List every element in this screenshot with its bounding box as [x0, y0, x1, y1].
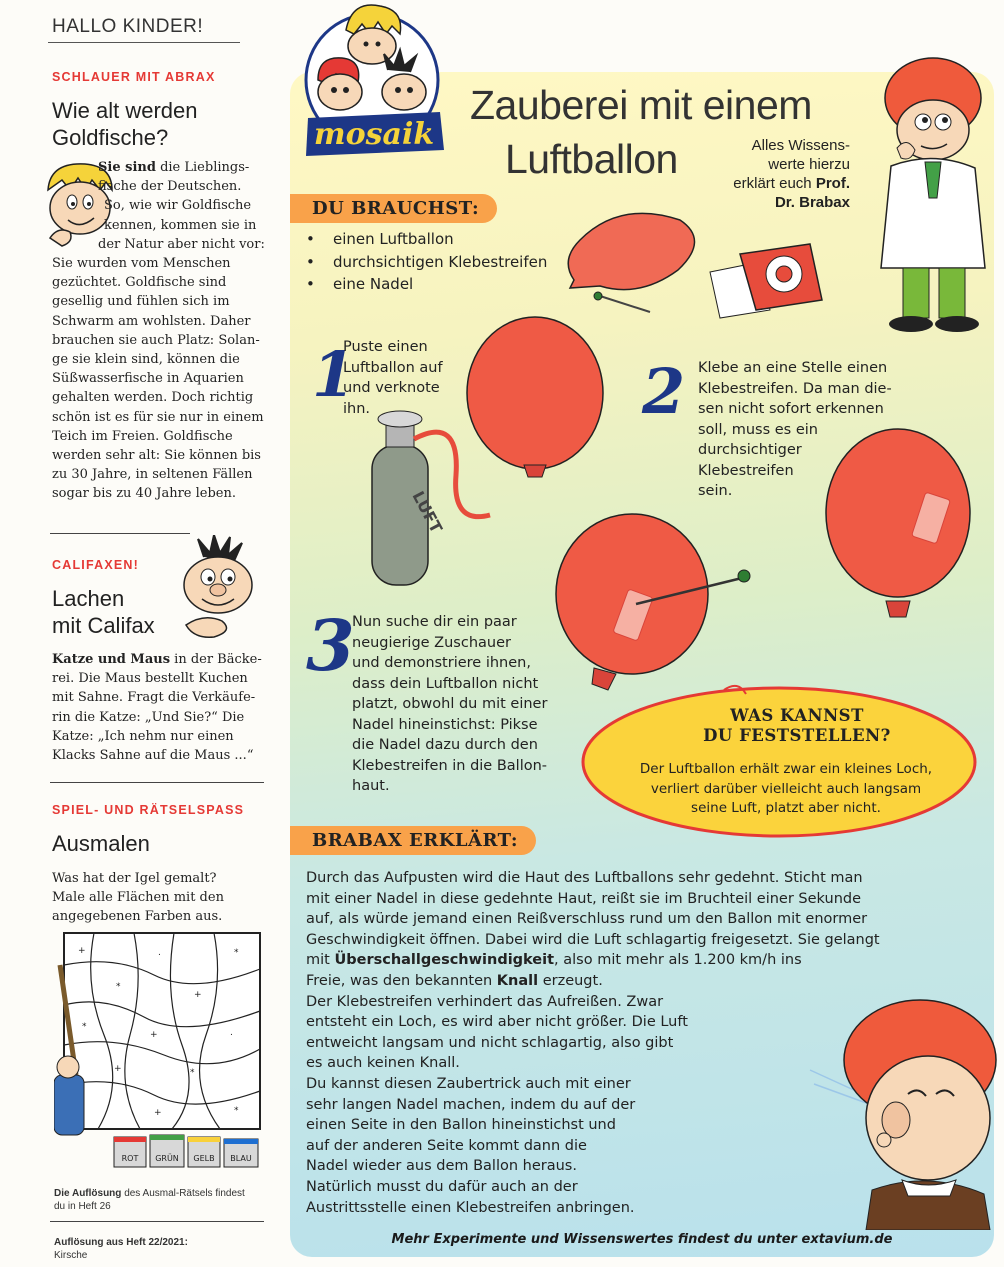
prof-brabax-illustration	[845, 38, 1004, 338]
needs-item: • eine Nadel	[306, 273, 547, 296]
text-line: in der Bäcke-	[174, 652, 262, 667]
caption-text: du in Heft 26	[54, 1200, 111, 1212]
text-line: der Natur aber nicht vor:	[98, 236, 265, 252]
step-line: Klebestreifen in die Ballon-	[352, 757, 548, 774]
caption-bold: Die Auflösung	[54, 1188, 122, 1199]
text-line: Schwarm am wohlsten. Daher	[52, 313, 251, 329]
califax-joke	[52, 650, 274, 765]
needs-item: • durchsichtigen Klebestreifen	[306, 251, 547, 274]
text-line: ge sie klein sind, können die	[52, 352, 240, 368]
step-line: und verknote	[343, 380, 440, 396]
step-line: ihn.	[343, 400, 371, 417]
page-title-line2: Luftballon	[505, 136, 678, 182]
califax-kicker: CALIFAXEN!	[52, 558, 139, 572]
step-2-number: 2	[642, 355, 686, 428]
question-title-line: DU FESTSTELLEN?	[703, 726, 891, 745]
intro-line: werte hierzu	[768, 156, 850, 173]
text-line: Süßwasserfische in Aquarien	[52, 371, 244, 387]
step-line: platzt, obwohl du mit einer	[352, 696, 548, 712]
goldfish-intro-block	[98, 158, 274, 254]
intro-line: Alles Wissens-	[751, 137, 850, 154]
paint-label-green: GRÜN	[155, 1154, 179, 1163]
svg-text:+: +	[114, 1064, 122, 1074]
page-title: Zauberei mit einem	[470, 82, 812, 128]
step-3-number: 3	[306, 604, 355, 687]
step-line: Klebestreifen	[698, 462, 794, 479]
step-line: soll, muss es ein	[698, 421, 818, 438]
step-line: sein.	[698, 483, 733, 499]
text-line: So, wie wir Goldfische	[104, 198, 252, 214]
answer-line: verliert darüber vielleicht auch langsam	[650, 780, 922, 797]
section-header: HALLO KINDER!	[52, 16, 204, 37]
text-line: die Lieblings-	[160, 160, 250, 175]
text-line: Was hat der Igel gemalt?	[52, 871, 217, 886]
blowing-character-illustration	[800, 990, 1000, 1230]
question-title	[700, 706, 894, 746]
bold-term: Überschallgeschwindigkeit	[334, 952, 555, 969]
text-line: werden sehr alt: Sie können bis	[52, 448, 261, 464]
step-line: Klebestreifen. Da man die-	[698, 380, 892, 397]
text-line: angegebenen Farben aus.	[52, 909, 223, 925]
text-line: Male alle Flächen mit den	[52, 890, 224, 906]
step-line: haut.	[352, 778, 390, 794]
needs-label: DU BRAUCHST:	[290, 194, 497, 223]
mosaik-logo	[300, 0, 450, 170]
goldfish-headline	[52, 97, 198, 151]
section-divider	[50, 533, 190, 534]
text-line: rei. Die Maus bestellt Kuchen	[52, 671, 248, 687]
headline-line: Goldfische?	[52, 125, 169, 150]
puzzle-kicker: SPIEL- UND RÄTSELSPASS	[52, 803, 245, 817]
lead-text: Katze und Maus	[52, 652, 171, 667]
footer-link-text: Mehr Experimente und Wissenswertes findest du unter extavium.de	[391, 1232, 893, 1247]
headline-line: Wie alt werden	[52, 98, 198, 123]
solution-label: Auflösung aus Heft 22/2021:	[54, 1237, 188, 1248]
step-1-number: 1	[312, 338, 356, 411]
headline-line: Lachen	[52, 586, 125, 611]
step-line: neugierige Zuschauer	[352, 634, 511, 651]
header-rule	[48, 42, 240, 43]
goldfish-body	[52, 254, 274, 504]
bold-term: Knall	[496, 972, 539, 989]
text-line: Teich im Freien. Goldfische	[52, 428, 233, 444]
text-line: gesellig und fühlen sich im	[52, 294, 230, 310]
step-line: Nun suche dir ein paar	[352, 614, 517, 630]
needs-list	[306, 228, 547, 296]
svg-text:*: *	[116, 982, 121, 992]
explanation-paragraph-3: Du kannst diesen Zaubertrick auch mit einer sehr langen Nadel machen, indem du auf der einen Seite in den Ballon hineinstichst und auf der anderen Seite kommt dann die Nadel wieder aus dem Ballon heraus. Natürlich musst du dafür auch an der Austrittsstelle einen Klebestreifen anbringen.	[306, 1075, 636, 1216]
explanation-paragraph-2: Der Klebestreifen verhindert das Aufreißen. Zwar entsteht ein Loch, es wird aber nicht größer. Die Luft entweicht langsam und nicht schlagartig, also gibt es auch keinen Knall.	[306, 993, 688, 1072]
section-divider	[50, 782, 264, 783]
needs-item: • einen Luftballon	[306, 228, 547, 251]
svg-text:.: .	[230, 1028, 233, 1038]
svg-text:*: *	[82, 1022, 87, 1032]
text-line: schön ist es für sie nur in einem	[52, 409, 264, 425]
intro-line: erklärt euch	[733, 175, 812, 192]
lead-text: Sie sind	[98, 160, 156, 175]
svg-text:+: +	[150, 1030, 158, 1040]
text-line: Klacks Sahne auf die Maus ...“	[52, 748, 254, 764]
headline-line: mit Califax	[52, 613, 155, 638]
califax-face-illustration	[164, 535, 264, 645]
text-span: Durch das Aufpusten wird die Haut des Luftballons sehr gedehnt. Sticht man mit einer Nadel in diese gedehnte Haut, reißt sie im Bruchteil einer Sekunde auf, als würde jemand einen Reißverschluss rund um den Ballon mit enormer Geschwindigkeit öffnen. Dabei wird die Luft schlagartig freigesetzt. Sie gelangt mit	[306, 870, 880, 969]
paint-label-yellow: GELB	[193, 1154, 215, 1163]
step-line: durchsichtiger	[698, 442, 802, 458]
text-line: fische der Deutschen.	[98, 179, 242, 195]
intro-bold: Dr. Brabax	[774, 194, 850, 211]
step-line: dass dein Luftballon nicht	[352, 675, 539, 692]
step-3-text	[352, 612, 582, 797]
supplies-illustration	[560, 200, 840, 330]
svg-text:+: +	[154, 1108, 162, 1118]
step-line: Klebe an eine Stelle einen	[698, 360, 888, 376]
puzzle-instructions	[52, 869, 274, 927]
text-line: Katze: „Ich nehm nur einen	[52, 728, 234, 744]
tank-label: LUFT	[408, 487, 447, 537]
svg-text:+: +	[78, 946, 86, 956]
question-answer	[606, 760, 966, 819]
svg-text:*: *	[234, 948, 239, 958]
solution-text: Kirsche	[54, 1249, 88, 1261]
paint-label-blue: BLAU	[230, 1154, 252, 1163]
step-line: Puste einen	[343, 339, 428, 355]
text-span: , also mit mehr als 1.200 km/h ins Freie, was den bekannten	[306, 952, 802, 989]
caption-text: des Ausmal-Rätsels findest	[124, 1188, 245, 1199]
califax-headline	[52, 585, 155, 639]
text-line: kennen, kommen sie in	[104, 217, 257, 233]
text-line: sogar bis zu 40 Jahre leben.	[52, 486, 236, 502]
explain-label: BRABAX ERKLÄRT:	[290, 826, 536, 855]
logo-text: mosaik	[313, 117, 435, 152]
paint-label-red: ROT	[121, 1154, 139, 1163]
coloring-puzzle-illustration	[54, 925, 268, 1180]
text-line: brauchen sie auch Platz: Solan-	[52, 332, 260, 348]
left-column	[40, 0, 272, 1267]
step-line: sen nicht sofort erkennen	[698, 401, 884, 417]
svg-text:*: *	[190, 1068, 195, 1078]
explanation-paragraph-1	[306, 868, 946, 992]
step-line: und demonstriere ihnen,	[352, 655, 531, 671]
intro-bold: Prof.	[815, 175, 850, 192]
question-title-line: WAS KANNST	[730, 706, 864, 725]
answer-line: Der Luftballon erhält zwar ein kleines Loch,	[639, 761, 933, 777]
previous-solution	[54, 1237, 274, 1262]
text-line: gehalten werden. Doch richtig	[52, 390, 254, 406]
text-span: erzeugt.	[538, 972, 603, 989]
text-line: Sie wurden vom Menschen	[52, 256, 231, 271]
text-line: mit Sahne. Fragt die Verkäufe-	[52, 690, 256, 706]
step-line: Nadel hineinstichst: Pikse	[352, 716, 538, 733]
text-line: gezüchtet. Goldfische sind	[52, 275, 227, 291]
text-line: rin die Katze: „Und Sie?“ Die	[52, 709, 245, 725]
step-line: die Nadel dazu durch den	[352, 737, 538, 753]
step-2-illustration	[818, 425, 978, 630]
abrax-kicker: SCHLAUER MIT ABRAX	[52, 70, 216, 84]
section-divider	[50, 1221, 264, 1222]
puzzle-caption	[54, 1188, 274, 1213]
text-line: zu 30 Jahre, in seltenen Fällen	[52, 467, 253, 483]
answer-line: seine Luft, platzt aber nicht.	[691, 800, 881, 816]
svg-text:.: .	[158, 948, 161, 958]
svg-text:+: +	[194, 990, 202, 1000]
puzzle-headline: Ausmalen	[52, 831, 150, 856]
svg-text:*: *	[234, 1106, 239, 1116]
step-line: Luftballon auf	[343, 359, 443, 376]
